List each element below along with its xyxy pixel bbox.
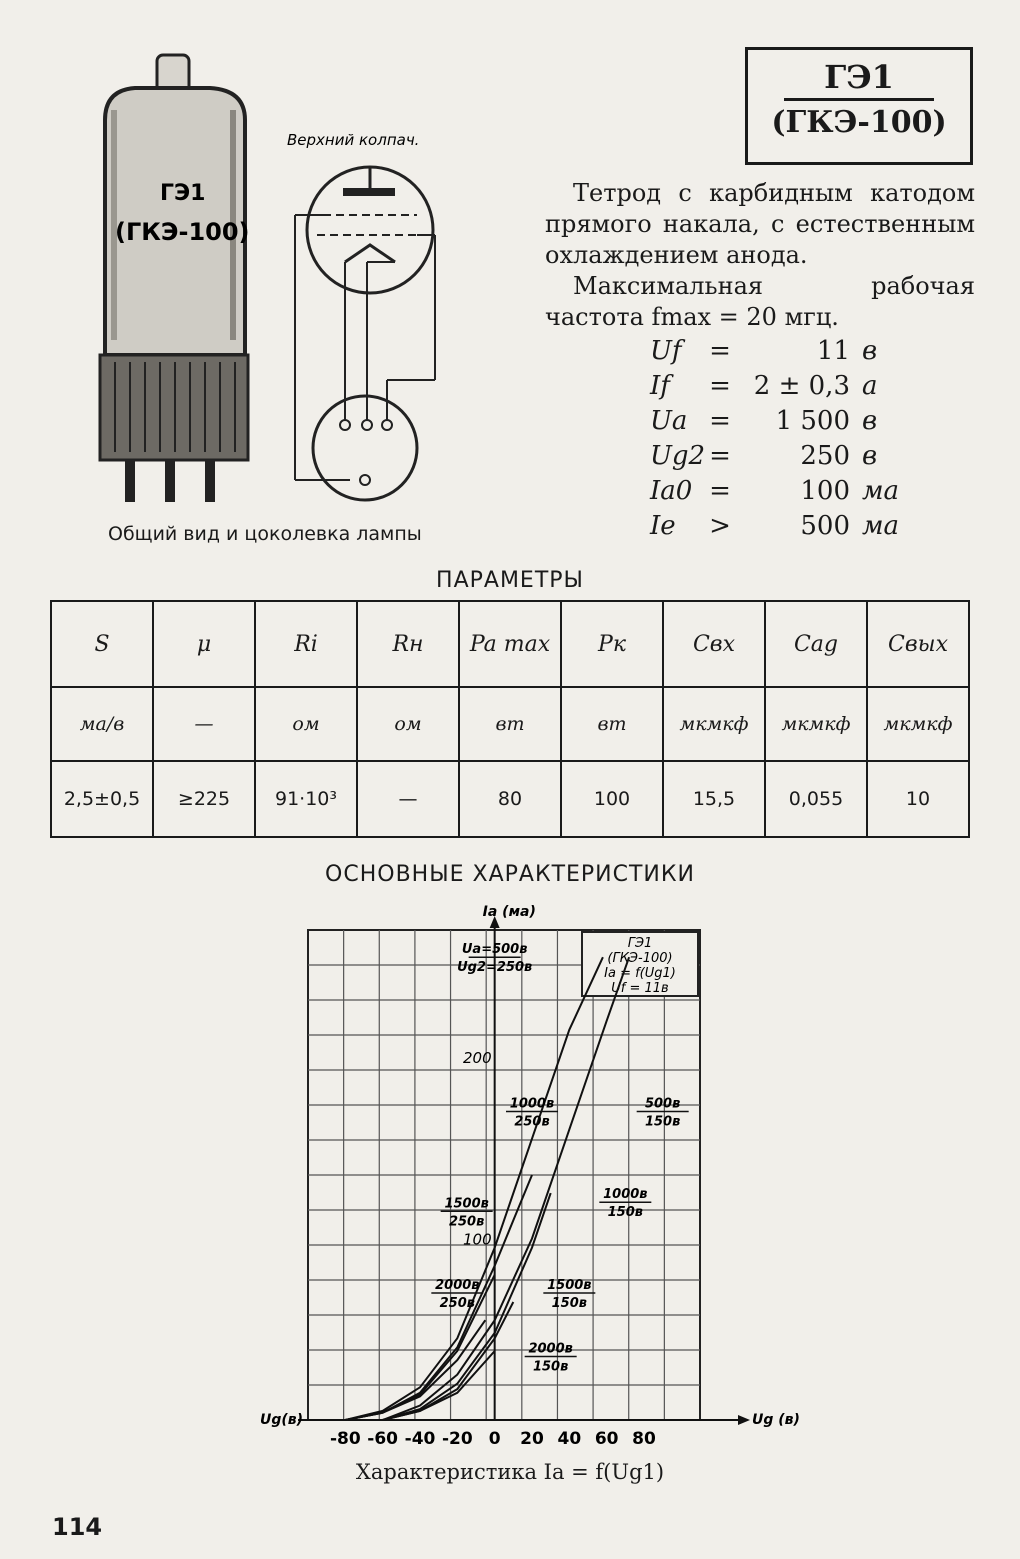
x-tick-label: 80 xyxy=(632,1429,656,1449)
table-header-cell: S xyxy=(51,601,153,687)
tube-description xyxy=(545,178,975,333)
x-tick-label: 40 xyxy=(557,1429,582,1449)
table-header-cell: Ri xyxy=(255,601,357,687)
rating-symbol: Ug2 xyxy=(650,441,706,471)
legend-line: Ia = f(Ug1) xyxy=(604,966,676,981)
table-unit-cell: ма/в xyxy=(51,687,153,761)
curve-label-bottom: 150в xyxy=(532,1359,569,1375)
x-axis-label: Ug (в) xyxy=(752,1412,800,1428)
curve-label-bottom: 150в xyxy=(551,1295,588,1311)
table-unit-cell: мкмкф xyxy=(867,687,969,761)
rating-unit: ма xyxy=(862,476,900,506)
table-value-cell: 100 xyxy=(561,761,663,837)
parameters-table xyxy=(50,600,970,838)
table-header-cell: Pa max xyxy=(459,601,561,687)
y-tick-label: 100 xyxy=(463,1230,492,1249)
characteristics-title: ОСНОВНЫЕ ХАРАКТЕРИСТИКИ xyxy=(325,862,695,887)
description-line-2: Максимальная рабочая частота fmax = 20 мгц. xyxy=(545,272,975,331)
parameters-title: ПАРАМЕТРЫ xyxy=(436,568,584,593)
rating-symbol: Ua xyxy=(650,406,688,436)
curve-label-bottom: 250в xyxy=(514,1114,550,1130)
legend-line: ГЭ1 xyxy=(627,936,653,951)
tube-title: ГЭ1 xyxy=(824,58,894,96)
rating-operator: = xyxy=(709,406,731,436)
table-value-cell: — xyxy=(357,761,459,837)
tube-caption: Общий вид и цоколевка лампы xyxy=(108,523,422,545)
table-header-cell: Rн xyxy=(357,601,459,687)
rating-operator: = xyxy=(709,441,731,471)
ratings-list xyxy=(650,336,910,546)
rating-operator: > xyxy=(709,511,731,541)
x-tick-label: 20 xyxy=(520,1429,544,1449)
curve-label-top: 500в xyxy=(644,1096,681,1112)
table-header-cell: Cвых xyxy=(867,601,969,687)
table-values-row xyxy=(51,761,969,837)
tube-title-box xyxy=(745,47,973,165)
top-cap-label: Верхний колпач. xyxy=(287,131,420,149)
table-unit-cell: ом xyxy=(357,687,459,761)
x-tick-label: 0 xyxy=(488,1429,501,1449)
curve-label-top: 1000в xyxy=(603,1187,648,1203)
rating-operator: = xyxy=(709,336,731,366)
rating-unit: в xyxy=(862,441,878,471)
table-header-cell: μ xyxy=(153,601,255,687)
page-number: 114 xyxy=(52,1513,103,1541)
table-unit-cell: — xyxy=(153,687,255,761)
table-value-cell: 15,5 xyxy=(663,761,765,837)
table-unit-cell: мкмкф xyxy=(663,687,765,761)
rating-value: 1 500 xyxy=(775,406,850,436)
description-line-1: Тетрод с карбидным катодом прямого накала, с естественным охлаждением анода. xyxy=(545,179,975,269)
table-unit-cell: мкмкф xyxy=(765,687,867,761)
x-tick-label: -80 xyxy=(329,1429,361,1449)
table-value-cell: 2,5±0,5 xyxy=(51,761,153,837)
table-unit-cell: вт xyxy=(561,687,663,761)
rating-unit: в xyxy=(862,406,878,436)
table-value-cell: 10 xyxy=(867,761,969,837)
rating-value: 100 xyxy=(800,476,850,506)
legend-line: (ГКЭ-100) xyxy=(607,951,673,966)
table-header-cell: Pк xyxy=(561,601,663,687)
rating-row xyxy=(650,476,910,511)
rating-operator: = xyxy=(709,371,731,401)
table-value-cell: 0,055 xyxy=(765,761,867,837)
x-tick-label: 60 xyxy=(594,1429,619,1449)
rating-value: 2 ± 0,3 xyxy=(753,371,850,401)
rating-row xyxy=(650,511,910,546)
bulb-label-2: (ГКЭ-100) xyxy=(115,218,250,246)
table-value-cell: 91·10³ xyxy=(255,761,357,837)
rating-symbol: Ia0 xyxy=(650,476,693,506)
rating-row xyxy=(650,406,910,441)
table-value-cell: ≥225 xyxy=(153,761,255,837)
table-units-row xyxy=(51,687,969,761)
legend-line: Uf = 11в xyxy=(611,981,669,996)
rating-value: 250 xyxy=(800,441,850,471)
curve-label-bottom: 250в xyxy=(439,1295,476,1311)
rating-row xyxy=(650,371,910,406)
rating-value: 11 xyxy=(816,336,850,366)
characteristic-chart xyxy=(260,900,800,1455)
table-header-cell: Cag xyxy=(765,601,867,687)
bulb-label-1: ГЭ1 xyxy=(160,181,206,206)
x-axis-arrow xyxy=(738,1415,750,1425)
curve-label-top: 2000в xyxy=(528,1341,573,1357)
curve-label-top: 1500в xyxy=(444,1196,489,1212)
x-tick-label: -40 xyxy=(404,1429,436,1449)
tube-illustration xyxy=(95,50,475,510)
rating-row xyxy=(650,441,910,476)
curve-label-top: 1000в xyxy=(509,1096,555,1112)
curve-label-top: 2000в xyxy=(435,1277,480,1293)
rating-unit: а xyxy=(862,371,878,401)
curve-label-top: Uа=500в xyxy=(461,942,528,958)
curve-label-bottom: 150в xyxy=(644,1114,681,1130)
title-rule xyxy=(784,98,934,101)
x-axis-left-label: Ug(в) xyxy=(260,1412,304,1428)
table-header-cell: Cвх xyxy=(663,601,765,687)
rating-symbol: Ie xyxy=(650,511,676,541)
curve-label-bottom: 150в xyxy=(607,1205,644,1221)
curve-label-bottom: Ug2=250в xyxy=(457,960,533,976)
table-value-cell: 80 xyxy=(459,761,561,837)
y-axis-label: Ia (ма) xyxy=(482,904,536,920)
x-tick-label: -20 xyxy=(441,1429,473,1449)
y-tick-label: 200 xyxy=(463,1049,492,1068)
rating-symbol: If xyxy=(650,371,670,401)
x-tick-label: -60 xyxy=(367,1429,399,1449)
rating-unit: ма xyxy=(862,511,900,541)
rating-symbol: Uf xyxy=(650,336,682,366)
tube-alt-title: (ГКЭ-100) xyxy=(771,105,947,140)
rating-row xyxy=(650,336,910,371)
table-header-row xyxy=(51,601,969,687)
curve-label-top: 1500в xyxy=(547,1277,592,1293)
chart-caption: Характеристика Ia = f(Ug1) xyxy=(355,1460,665,1484)
table-unit-cell: ом xyxy=(255,687,357,761)
table-unit-cell: вт xyxy=(459,687,561,761)
rating-operator: = xyxy=(709,476,731,506)
rating-unit: в xyxy=(862,336,878,366)
curve-label-bottom: 250в xyxy=(448,1214,485,1230)
rating-value: 500 xyxy=(800,511,850,541)
